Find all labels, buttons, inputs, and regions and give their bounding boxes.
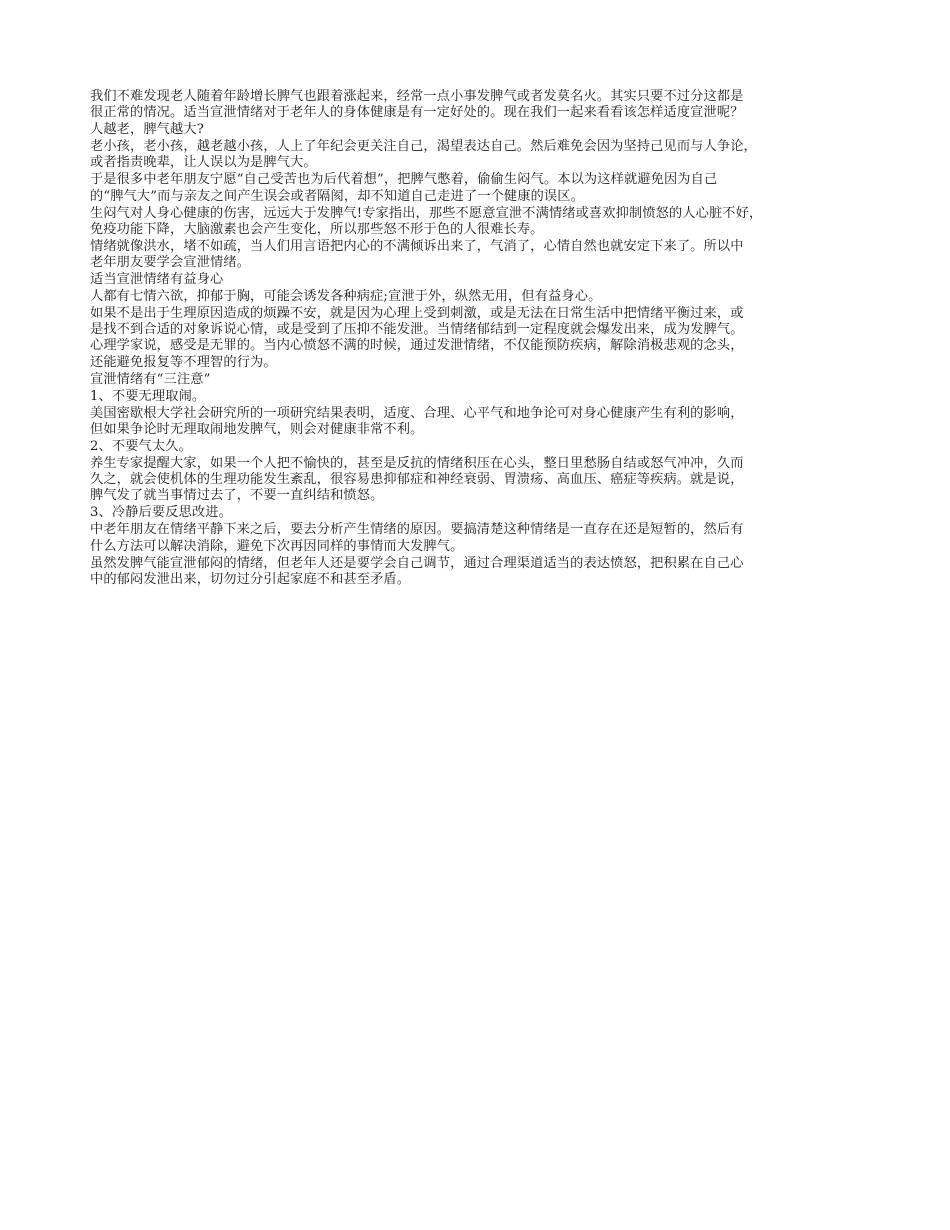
body-paragraph: 中老年朋友在情绪平静下来之后，要去分析产生情绪的原因。要搞清楚这种情绪是一直存在还是短暂的，然后有 什么方法可以解决消除，避免下次再因同样的事情而大发脾气。: [90, 522, 744, 554]
list-item-heading: 1、不要无理取闹。: [90, 388, 206, 404]
list-item-heading: 2、不要气太久。: [90, 438, 192, 454]
document-body: [90, 89, 870, 589]
body-paragraph: 于是很多中老年朋友宁愿“自己受苦也为后代着想”，把脾气憋着，偷偷生闷气。本以为这样就避免因为自己 的“脾气大”而与亲友之间产生误会或者隔阂，却不知道自己走进了一个健康的误区。: [90, 172, 718, 204]
body-paragraph: 养生专家提醒大家，如果一个人把不愉快的，甚至是反抗的情绪积压在心头，整日里愁肠自结或怒气冲冲，久而 久之，就会使机体的生理功能发生紊乱，很容易患抑郁症和神经衰弱、胃溃疡、高血压、癌症等疾病。就是说， 脾气发了就当事情过去了，不要一直纠结和愤怒。: [90, 456, 744, 504]
list-item-heading: 3、冷静后要反思改进。: [90, 505, 232, 521]
body-paragraph: 老小孩，老小孩，越老越小孩，人上了年纪会更关注自己，渴望表达自己。然后难免会因为坚持己见而与人争论， 或者指责晚辈，让人误以为是脾气大。: [90, 139, 757, 171]
body-paragraph: 如果不是出于生理原因造成的烦躁不安，就是因为心理上受到刺激，或是无法在日常生活中把情绪平衡过来，或 是找不到合适的对象诉说心情，或是受到了压抑不能发泄。当情绪郁结到一定程度就会爆发出来，成为发脾气。 心理学家说，感受是无罪的。当内心愤怒不满的时候，通过发泄情绪，不仅能预防疾病，解除消极悲观的念头， 还能避免报复等不理智的行为。: [90, 306, 744, 370]
section-heading: 适当宣泄情绪有益身心: [90, 272, 224, 288]
body-paragraph: 美国密歇根大学社会研究所的一项研究结果表明，适度、合理、心平气和地争论可对身心健康产生有利的影响， 但如果争论时无理取闹地发脾气，则会对健康非常不利。: [90, 405, 744, 437]
body-paragraph: 情绪就像洪水，堵不如疏，当人们用言语把内心的不满倾诉出来了，气消了，心情自然也就安定下来了。所以中 老年朋友要学会宣泄情绪。: [90, 238, 744, 270]
body-paragraph: 生闷气对人身心健康的伤害，远远大于发脾气!专家指出，那些不愿意宣泄不满情绪或喜欢抑制愤怒的人心脏不好， 免疫功能下降，大脑激素也会产生变化，所以那些怒不形于色的人很难长寿。: [90, 205, 763, 237]
section-heading: 人越老，脾气越大?: [90, 122, 204, 138]
intro-paragraph: 我们不难发现老人随着年龄增长脾气也跟着涨起来，经常一点小事发脾气或者发莫名火。其实只要不过分这都是 很正常的情况。适当宣泄情绪对于老年人的身体健康是有一定好处的。现在我们一起来看看该怎样适度宣泄呢？: [90, 89, 744, 121]
body-paragraph: 人都有七情六欲，抑郁于胸，可能会诱发各种病症;宣泄于外，纵然无用，但有益身心。: [90, 289, 602, 305]
section-heading: 宣泄情绪有“三注意”: [90, 371, 211, 387]
conclusion-paragraph: 虽然发脾气能宣泄郁闷的情绪，但老年人还是要学会自己调节，通过合理渠道适当的表达愤怒，把积累在自己心 中的郁闷发泄出来，切勿过分引起家庭不和甚至矛盾。: [90, 555, 744, 587]
